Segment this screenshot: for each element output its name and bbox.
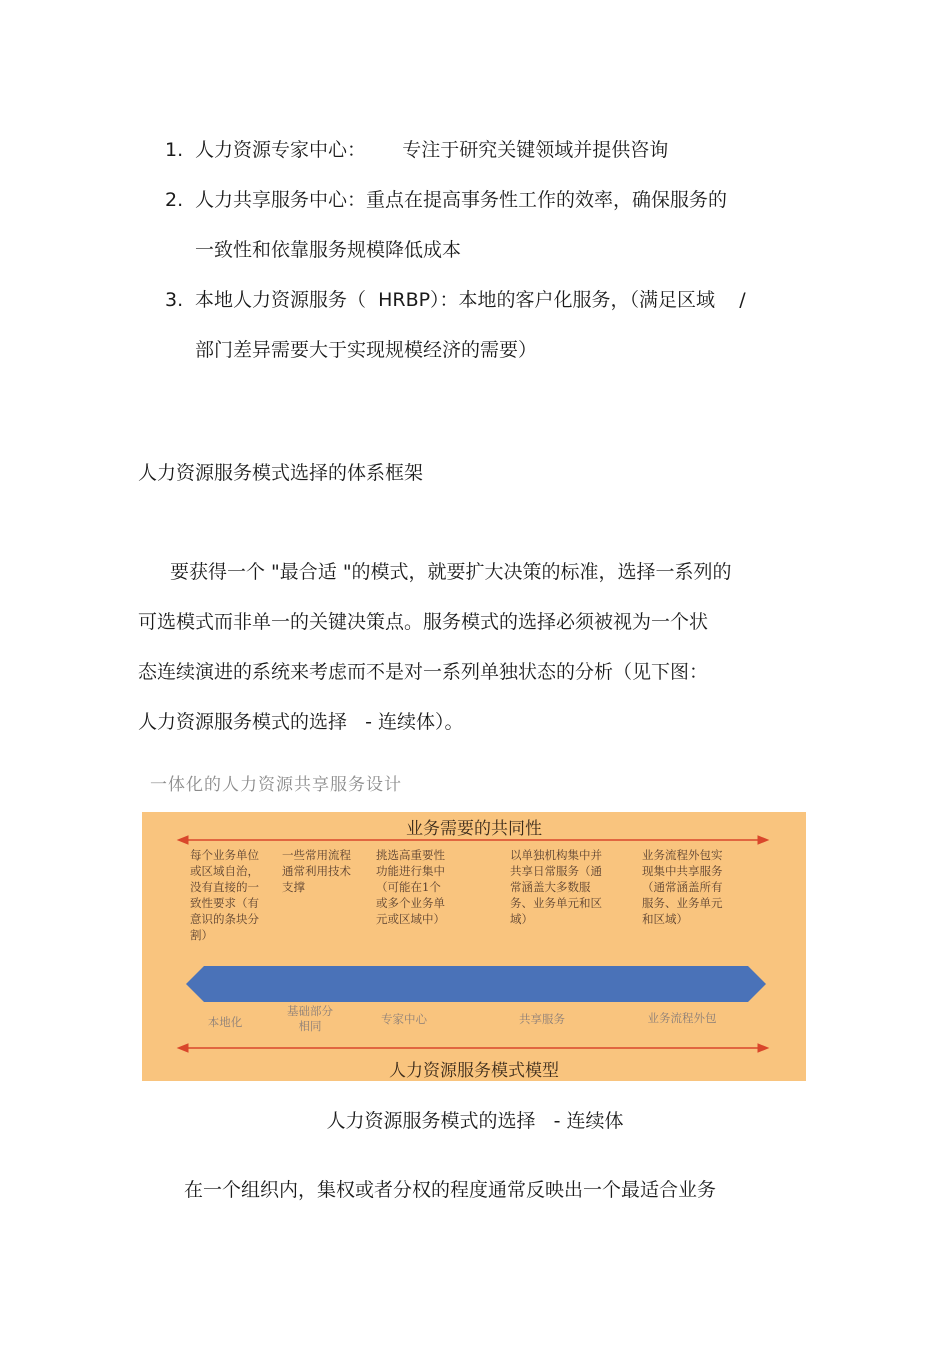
closing-line: 在一个组织内，集权或者分权的程度通常反映出一个最适合业务 bbox=[184, 1179, 717, 1201]
list-text: 人力资源专家中心： 专注于研究关键领域并提供咨询 bbox=[195, 139, 669, 161]
list-text: 人力共享服务中心：重点在提高事务性工作的效率，确保服务的 bbox=[195, 189, 728, 211]
list-number: 2. bbox=[165, 189, 184, 211]
bottom-double-arrow bbox=[178, 1044, 768, 1052]
figure-bottom-label: 人力资源服务模式模型 bbox=[389, 1061, 559, 1081]
continuum-figure bbox=[142, 812, 806, 1081]
figure-top-label: 业务需要的共同性 bbox=[406, 819, 542, 839]
list-text: 一致性和依靠服务规模降低成本 bbox=[195, 239, 462, 261]
stage-label-1: 本地化 bbox=[207, 1015, 243, 1029]
list-text: 部门差异需要大于实现规模经济的需要） bbox=[195, 339, 538, 361]
paragraph-line-1: 要获得一个 "最合适 "的模式，就要扩大决策的标准，选择一系列的 bbox=[170, 561, 732, 583]
column-text-1: 每个业务单位或区域自治，没有直接的一致性要求（有意识的条块分割） bbox=[190, 848, 259, 942]
list-item-2-continuation bbox=[195, 238, 461, 262]
figure-caption: 人力资源服务模式的选择 - 连续体 bbox=[326, 1110, 624, 1132]
top-double-arrow bbox=[178, 836, 768, 844]
list-item-3-continuation bbox=[195, 338, 537, 362]
list-item-3 bbox=[165, 288, 746, 312]
continuum-band bbox=[186, 966, 766, 1002]
list-text: 本地人力资源服务（ HRBP）：本地的客户化服务，（满足区域 / bbox=[195, 289, 746, 311]
column-text-2: 一些常用流程通常利用技术支撑 bbox=[282, 848, 351, 894]
list-item-1 bbox=[165, 138, 668, 162]
section-heading: 人力资源服务模式选择的体系框架 bbox=[138, 462, 424, 484]
column-text-3: 挑选高重要性功能进行集中（可能在1个或多个业务单元或区域中） bbox=[376, 848, 445, 926]
stage-label-3: 专家中心 bbox=[381, 1012, 427, 1026]
stage-label-4: 共享服务 bbox=[519, 1012, 565, 1026]
paragraph-line-2: 可选模式而非单一的关键决策点。服务模式的选择必须被视为一个状 bbox=[138, 611, 709, 633]
figure-title: 一体化的人力资源共享服务设计 bbox=[150, 775, 402, 795]
paragraph-line-3: 态连续演进的系统来考虑而不是对一系列单独状态的分析（见下图： bbox=[138, 661, 709, 683]
list-number: 1. bbox=[165, 139, 184, 161]
stage-label-5: 业务流程外包 bbox=[647, 1011, 717, 1025]
column-text-4: 以单独机构集中并共享日常服务（通常涵盖大多数服务、业务单元和区域） bbox=[510, 848, 602, 926]
column-text-5: 业务流程外包实现集中共享服务（通常涵盖所有服务、业务单元和区域） bbox=[642, 848, 723, 926]
stage-label-2: 基础部分相同 bbox=[287, 1004, 333, 1033]
paragraph-line-4: 人力资源服务模式的选择 - 连续体）。 bbox=[138, 711, 464, 733]
list-item-2 bbox=[165, 188, 727, 212]
list-number: 3. bbox=[165, 289, 184, 311]
